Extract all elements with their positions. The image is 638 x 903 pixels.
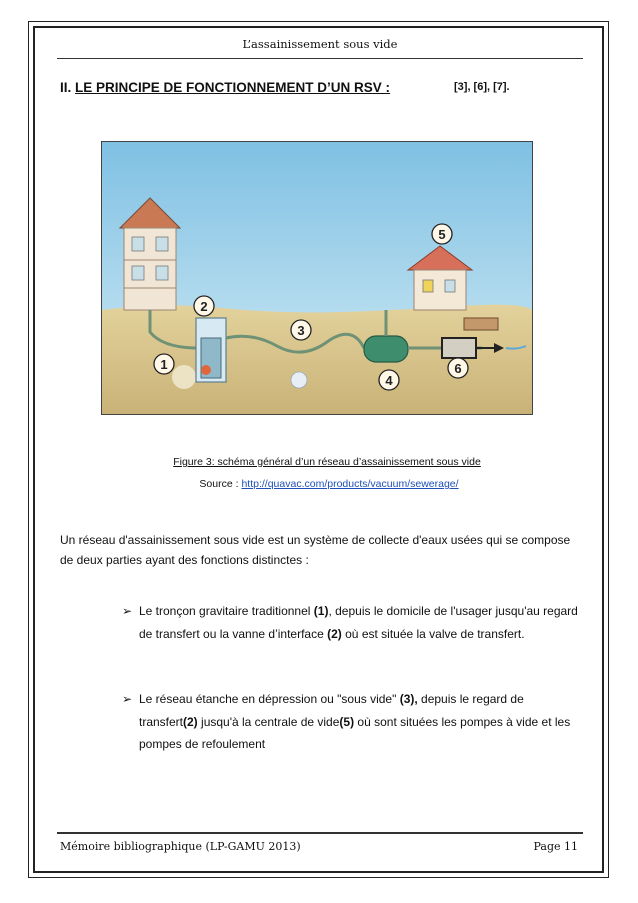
section-title-text: LE PRINCIPE DE FONCTIONNEMENT D’UN RSV :	[75, 80, 391, 95]
section-title	[60, 80, 390, 95]
arrow-bullet-icon: ➢	[122, 604, 133, 618]
label-4: 4	[385, 373, 393, 388]
header-rule	[57, 58, 583, 59]
intro-paragraph: Un réseau d'assainissement sous vide est un système de collecte d'eaux usées qui se compose de deux parties ayant des fonctions distinctes :	[60, 533, 571, 567]
footer-title: Mémoire bibliographique (LP-GAMU 2013)	[60, 840, 301, 853]
running-header: L’assainissement sous vide	[242, 37, 398, 51]
label-3: 3	[297, 323, 305, 338]
section-references: [3], [6], [7].	[454, 81, 510, 93]
source-separator: :	[232, 478, 242, 490]
figure-source	[0, 478, 638, 490]
label-5: 5	[438, 227, 446, 242]
label-6: 6	[454, 361, 462, 376]
footer-rule	[57, 832, 583, 834]
figure-caption: Figure 3: schéma général d’un réseau d’assainissement sous vide	[173, 456, 481, 468]
label-1: 1	[160, 357, 168, 372]
label-2: 2	[200, 299, 208, 314]
source-label: Source	[199, 478, 233, 490]
section-number: II.	[60, 80, 72, 95]
page-number: Page 11	[533, 840, 578, 853]
source-link[interactable]: http://quavac.com/products/vacuum/sewerage/	[241, 478, 459, 490]
interface-valve-pit-shape	[196, 318, 226, 382]
vacuum-sewer-diagram	[101, 141, 533, 415]
arrow-bullet-icon: ➢	[122, 692, 133, 706]
bullet-vacuum-network: ➢ Le réseau étanche en dépression ou "sous vide" (3), depuis le regard de transfert(2) jusqu'à la centrale de vide(5) où sont situées les pompes à vide et les pompes de refoulement	[122, 688, 582, 756]
bullet-gravity-section: ➢ Le tronçon gravitaire traditionnel (1), depuis le domicile de l'usager jusqu'au regard de transfert ou la vanne d’interface (2) où est située la valve de transfert.	[122, 600, 582, 645]
